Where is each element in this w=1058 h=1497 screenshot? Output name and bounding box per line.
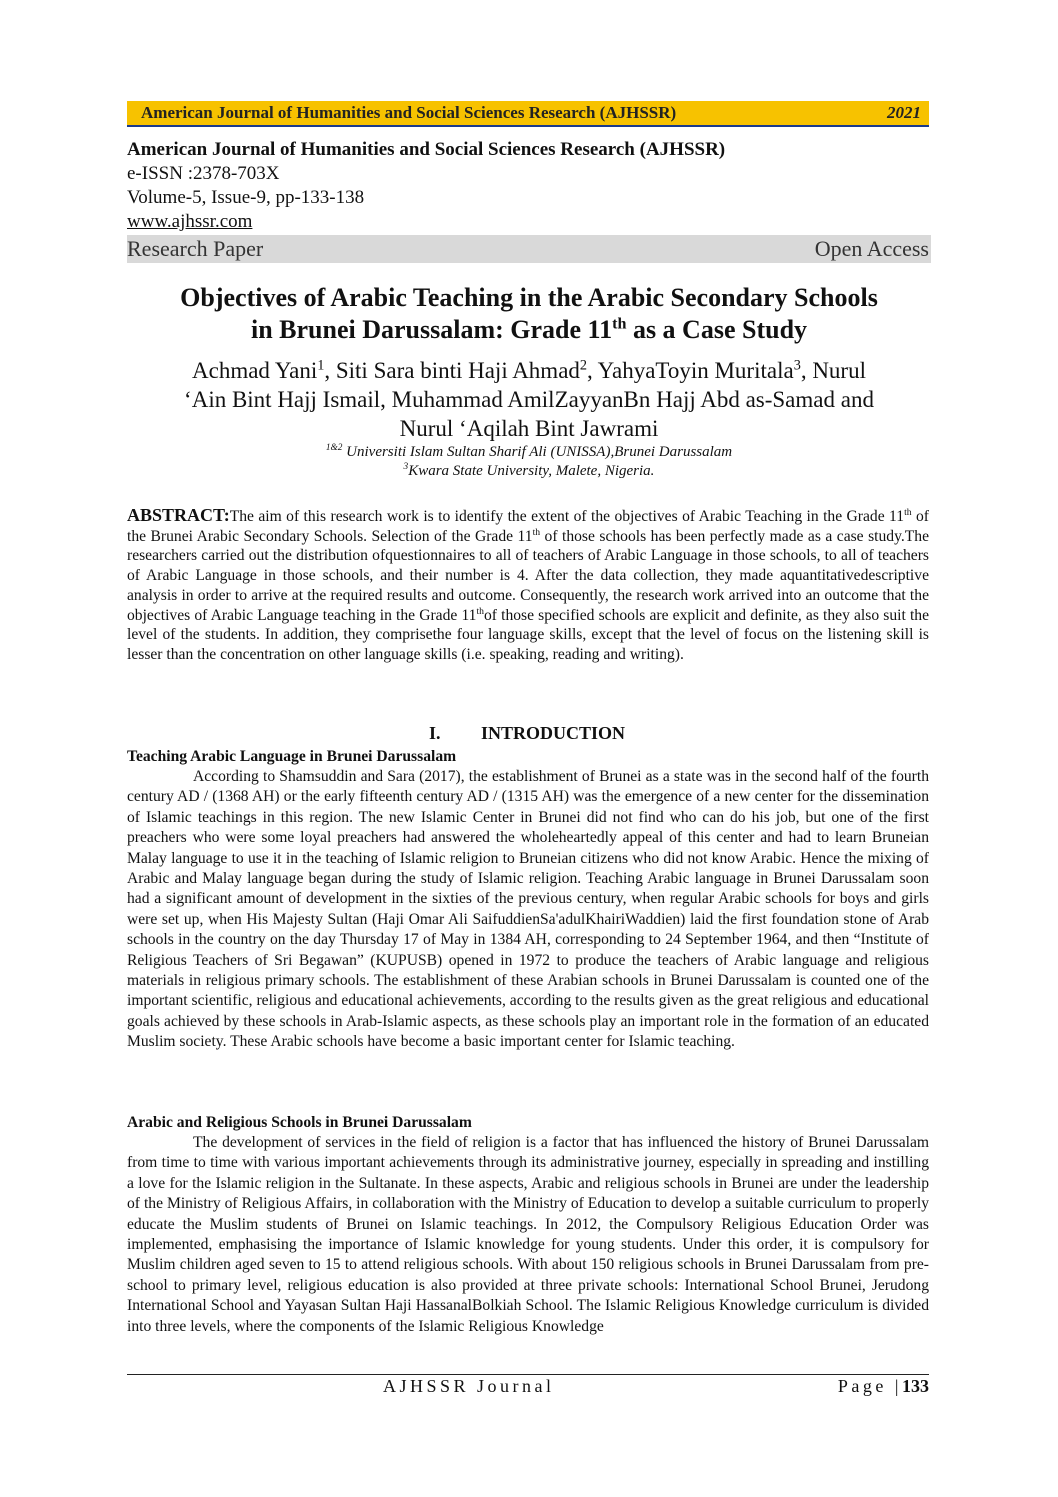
title-line-2: in Brunei Darussalam: Grade 11th as a Case Study [250, 315, 808, 344]
subsection-heading-2: Arabic and Religious Schools in Brunei Darussalam [127, 1114, 472, 1131]
affiliation-2: $^3$Kwara State University, Malete, Nigeria. [403, 462, 655, 479]
running-header-year: 2021 [887, 103, 921, 122]
paper-type-bar [127, 235, 931, 263]
access-type: Open Access [814, 236, 929, 261]
issn: e-ISSN :2378-703X [127, 163, 280, 184]
journal-website-link[interactable]: www.ajhssr.com [127, 211, 253, 232]
affiliation-1: $^{1\&2}$ Universiti Islam Sultan Sharif Ali (UNISSA),Brunei Darussalam [325, 443, 733, 460]
authors-line-3: Nurul ‘Aqilah Bint Jawrami [399, 416, 659, 441]
authors-line-2: ‘Ain Bint Hajj Ismail, Muhammad AmilZayyanBn Hajj Abd as-Samad and [184, 387, 874, 412]
running-header-journal: American Journal of Humanities and Social Sciences Research (AJHSSR) [141, 103, 677, 122]
paragraph-2: The development of services in the field of religion is a factor that has influenced the history of Brunei Darussalam from time to time with various important achievements through its administrative journey, especially in spreading and instilling a love for the Islamic religion in the Sultanate. In these aspects, Arabic and religious schools in Brunei are under the leadership of the Ministry of Religious Affairs, in collaboration with the Ministry of Education to develop a suitable curriculum to properly educate the Muslim students of Brunei on Islamic teachings. In 2012, the Compulsory Religious Education Order was implemented, emphasising the importance of Islamic knowledge for young students. Under this order, it is compulsory for Muslim children aged seven to 15 to attend religious schools. With about 150 religious schools in Brunei Darussalam from pre-school to primary level, religious education is also provided at three private schools: International School Brunei, Jerudong International School and Yayasan Sultan Haji HassanalBolkiah School. The Islamic Religious Knowledge curriculum is divided into three levels, where the components of the Islamic Religious Knowledge [127, 1134, 929, 1335]
paper-title [127, 282, 931, 346]
author-list [127, 356, 931, 443]
section-title: INTRODUCTION [481, 723, 626, 743]
title-line-1: Objectives of Arabic Teaching in the Arabic Secondary Schools [180, 283, 878, 312]
authors-line-1: Achmad Yani$^1$, Siti Sara binti Haji Ahmad$^2$, YahyaToyin Muritala$^3$, Nurul [192, 357, 866, 383]
abstract-label: ABSTRACT: [127, 505, 230, 525]
page-number: 133 [902, 1376, 929, 1396]
journal-meta [127, 138, 929, 234]
footer-journal: AJHSSR Journal [383, 1376, 555, 1396]
footer-page: Page |133 [837, 1376, 929, 1396]
section-number: I. [429, 723, 441, 743]
volume-info: Volume-5, Issue-9, pp-133-138 [127, 187, 365, 208]
journal-name: American Journal of Humanities and Social Sciences Research (AJHSSR) [127, 139, 726, 160]
paper-type: Research Paper [127, 236, 264, 261]
running-header [127, 101, 929, 127]
subsection-heading-1: Teaching Arabic Language in Brunei Darussalam [127, 748, 457, 765]
page-footer [127, 1374, 929, 1399]
paragraph-1: According to Shamsuddin and Sara (2017), the establishment of Brunei as a state was in the second half of the fourth century AD / (1368 AH) or the early fifteenth century AD / (1315 AH) was the emergence of a new center for the dissemination of Islamic teachings in this region. The new Islamic Center in Brunei did not find who can do his job, but one of the first preachers who were some loyal preachers had answered the wholeheartedly appeal of this center and had to learn Bruneian Malay language to use it in the teaching of Islamic religion to Bruneian citizens who did not know Arabic. Hence the mixing of Arabic and Malay language began during the study of Islamic religion. Teaching Arabic language in Brunei Darussalam soon had a significant amount of development in the sixties of the previous century, when regular Arabic schools for boys and girls were set up, when His Majesty Sultan (Haji Omar Ali SaifuddienSa'adulKhairiWaddien) laid the first foundation stone of Arab schools in the country on the day Thursday 17 of May in 1384 AH, corresponding to 24 September 1964, and then “Institute of Religious Teachers of Sri Begawan” (KUPUSB) opened in 1972 to produce the teachers of Arabic language and religious materials in religious primary schools. The establishment of these Arabian schools in Brunei Darussalam is counted one of the important scientific, religious and educational achievements, according to the results given as the great religious and educational goals achieved by these schools in Arab-Islamic aspects, as these schools play an important role in the formation of an educated Muslim society. These Arabic schools have become a basic important center for Islamic teaching. [127, 768, 929, 1051]
abstract: ABSTRACT:The aim of this research work is to identify the extent of the objectives of Arabic Teaching in the Grade 11th of the Brunei Arabic Secondary Schools. Selection of the Grade 11th of those schools has been perfectly made as a case study.The researchers carried out the distribution ofquestionnaires to all of teachers of Arabic Language in those schools, to all of teachers of Arabic Language in those schools, and their number is 4. After the data collection, they made aquantitativedescriptive analysis in order to arrive at the required results and outcome. Consequently, the research work arrived into an outcome that the objectives of Arabic Language teaching in the Grade 11thof those specified schools are explicit and definite, as they also suit the level of the students. In addition, they comprisethe four language skills, except that the level of focus on the listening skill is lesser than the concentration on other language skills (i.e. speaking, reading and writing). [127, 505, 929, 663]
affiliations [127, 443, 931, 481]
